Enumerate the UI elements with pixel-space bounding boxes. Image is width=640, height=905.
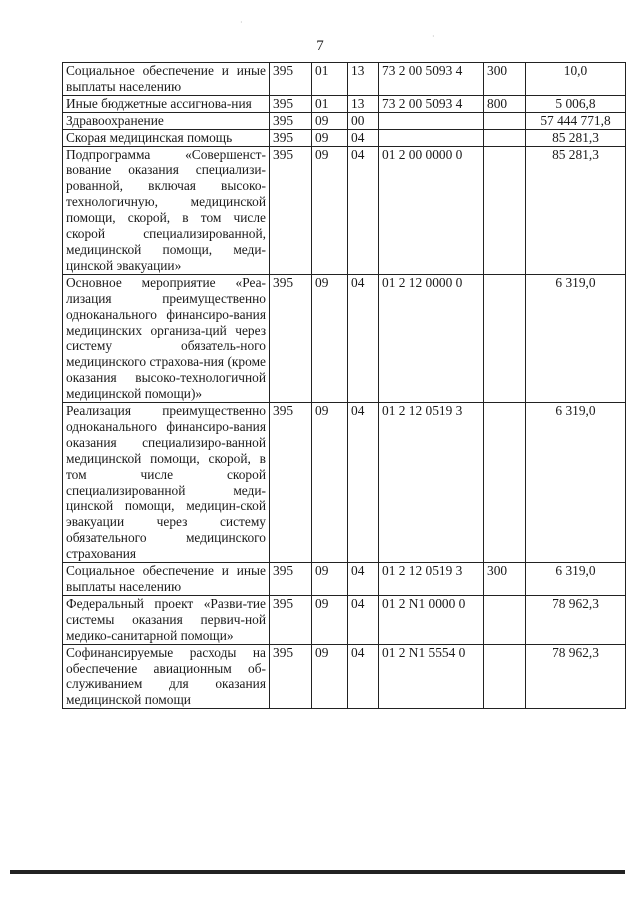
table-row: [63, 403, 626, 563]
section-code-cell: 09: [312, 274, 348, 402]
row-name-cell: Подпрограмма «Совершенст-вование оказания специализи-рованной, включая высоко-технологичную, медицинской помощи, скорой, в том числе скорой специализированной, медицинской помощи, меди-цинской эвакуации»: [63, 146, 270, 274]
target-article-cell: 01 2 00 0000 0: [379, 146, 484, 274]
row-name-cell: Реализация преимущественно одноканального финансиро-вания оказания специализиро-ванной медицинской помощи, скорой, в том числе скорой специализированной меди-цинской помощи, медицин-ской эвакуации через систему обязательного медицинского страхования: [63, 403, 270, 563]
row-name-cell: Основное мероприятие «Реа-лизация преимущественно одноканального финансиро-вания медицинских организа-ций через систему обязатель-ного медицинского страхова-ния (кроме оказания высоко-технологичной медицинской помощи)»: [63, 274, 270, 402]
amount-cell: 6 319,0: [526, 274, 626, 402]
target-article-cell: 73 2 00 5093 4: [379, 63, 484, 96]
expense-type-cell: [484, 403, 526, 563]
amount-cell: 78 962,3: [526, 595, 626, 644]
expense-type-cell: [484, 112, 526, 129]
section-code-cell: 09: [312, 403, 348, 563]
target-article-cell: 01 2 12 0519 3: [379, 403, 484, 563]
table-row: [63, 112, 626, 129]
ministry-code-cell: 395: [270, 146, 312, 274]
scan-speck: ·: [240, 18, 243, 27]
row-name-cell: Социальное обеспечение и иные выплаты населению: [63, 563, 270, 596]
expense-type-cell: [484, 129, 526, 146]
table-row: [63, 146, 626, 274]
section-code-cell: 09: [312, 595, 348, 644]
section-code-cell: 09: [312, 563, 348, 596]
table-row: [63, 563, 626, 596]
subsection-code-cell: 04: [348, 403, 379, 563]
target-article-cell: 01 2 12 0000 0: [379, 274, 484, 402]
ministry-code-cell: 395: [270, 129, 312, 146]
table-row: [63, 63, 626, 96]
table-row: [63, 274, 626, 402]
section-code-cell: 01: [312, 63, 348, 96]
subsection-code-cell: 04: [348, 129, 379, 146]
row-name-cell: Иные бюджетные ассигнова-ния: [63, 95, 270, 112]
section-code-cell: 09: [312, 129, 348, 146]
subsection-code-cell: 04: [348, 563, 379, 596]
expense-type-cell: 800: [484, 95, 526, 112]
target-article-cell: 01 2 12 0519 3: [379, 563, 484, 596]
ministry-code-cell: 395: [270, 95, 312, 112]
ministry-code-cell: 395: [270, 403, 312, 563]
expense-type-cell: [484, 146, 526, 274]
table-row: [63, 644, 626, 709]
scan-speck: ·: [432, 32, 435, 41]
ministry-code-cell: 395: [270, 644, 312, 709]
amount-cell: 6 319,0: [526, 563, 626, 596]
amount-cell: 5 006,8: [526, 95, 626, 112]
target-article-cell: 01 2 N1 5554 0: [379, 644, 484, 709]
ministry-code-cell: 395: [270, 63, 312, 96]
target-article-cell: [379, 112, 484, 129]
subsection-code-cell: 13: [348, 95, 379, 112]
table-row: [63, 595, 626, 644]
amount-cell: 85 281,3: [526, 146, 626, 274]
ministry-code-cell: 395: [270, 563, 312, 596]
ministry-code-cell: 395: [270, 112, 312, 129]
table-row: [63, 129, 626, 146]
subsection-code-cell: 04: [348, 595, 379, 644]
amount-cell: 6 319,0: [526, 403, 626, 563]
amount-cell: 78 962,3: [526, 644, 626, 709]
subsection-code-cell: 04: [348, 146, 379, 274]
expense-type-cell: [484, 595, 526, 644]
target-article-cell: 73 2 00 5093 4: [379, 95, 484, 112]
subsection-code-cell: 04: [348, 274, 379, 402]
ministry-code-cell: 395: [270, 274, 312, 402]
row-name-cell: Социальное обеспечение и иные выплаты населению: [63, 63, 270, 96]
ministry-code-cell: 395: [270, 595, 312, 644]
row-name-cell: Федеральный проект «Разви-тие системы оказания первич-ной медико-санитарной помощи»: [63, 595, 270, 644]
expense-type-cell: [484, 274, 526, 402]
expense-type-cell: 300: [484, 63, 526, 96]
expense-type-cell: [484, 644, 526, 709]
amount-cell: 10,0: [526, 63, 626, 96]
section-code-cell: 09: [312, 146, 348, 274]
row-name-cell: Софинансируемые расходы на обеспечение авиационным об-служиванием для оказания медицинской помощи: [63, 644, 270, 709]
amount-cell: 85 281,3: [526, 129, 626, 146]
table-row: [63, 95, 626, 112]
target-article-cell: 01 2 N1 0000 0: [379, 595, 484, 644]
amount-cell: 57 444 771,8: [526, 112, 626, 129]
row-name-cell: Здравоохранение: [63, 112, 270, 129]
subsection-code-cell: 00: [348, 112, 379, 129]
subsection-code-cell: 13: [348, 63, 379, 96]
page-number: 7: [316, 38, 324, 54]
subsection-code-cell: 04: [348, 644, 379, 709]
row-name-cell: Скорая медицинская помощь: [63, 129, 270, 146]
scan-edge-bar: [10, 870, 625, 874]
section-code-cell: 01: [312, 95, 348, 112]
expense-type-cell: 300: [484, 563, 526, 596]
section-code-cell: 09: [312, 112, 348, 129]
target-article-cell: [379, 129, 484, 146]
budget-table: [62, 62, 626, 709]
section-code-cell: 09: [312, 644, 348, 709]
